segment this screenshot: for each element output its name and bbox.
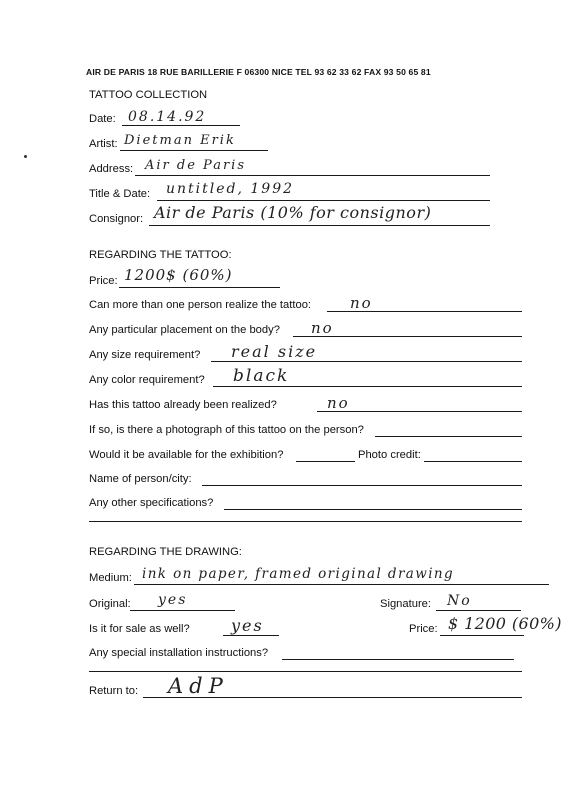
installation-label: Any special installation instructions?	[89, 647, 269, 659]
size-label: Any size requirement?	[89, 349, 201, 361]
tattoo-price-line	[119, 287, 280, 288]
more-than-one-label: Can more than one person realize the tattoo:	[89, 299, 312, 311]
drawing-price-line	[440, 635, 524, 636]
for-sale-label: Is it for sale as well?	[89, 623, 190, 635]
photograph-label: If so, is there a photograph of this tattoo on the person?	[89, 424, 364, 436]
for-sale-value[interactable]: yes	[231, 616, 264, 635]
photo-credit-label: Photo credit:	[358, 449, 421, 461]
gallery-header: AIR DE PARIS 18 RUE BARILLERIE F 06300 NICE TEL 93 62 33 62 FAX 93 50 65 81	[86, 67, 431, 77]
artist-label: Artist:	[89, 138, 118, 150]
title-date-line	[157, 200, 490, 201]
signature-value[interactable]: No	[447, 593, 472, 609]
date-line	[122, 125, 240, 126]
consignor-label: Consignor:	[89, 213, 144, 225]
address-line	[135, 175, 490, 176]
address-label: Address:	[89, 163, 134, 175]
title-date-label: Title & Date:	[89, 188, 151, 200]
size-value[interactable]: real size	[231, 342, 318, 361]
photo-credit-line	[424, 461, 522, 462]
available-line	[296, 461, 355, 462]
installation-line	[282, 659, 514, 660]
title-date-value[interactable]: untitled, 1992	[166, 181, 295, 197]
original-value[interactable]: yes	[158, 592, 188, 608]
realized-label: Has this tattoo already been realized?	[89, 399, 277, 411]
color-line	[213, 386, 522, 387]
drawing-price-label: Price:	[409, 623, 438, 635]
available-label: Would it be available for the exhibition?	[89, 449, 284, 461]
for-sale-line	[223, 635, 279, 636]
name-city-label: Name of person/city:	[89, 473, 192, 485]
return-to-value[interactable]: AdP	[168, 674, 229, 698]
placement-label: Any particular placement on the body?	[89, 324, 280, 336]
artist-value[interactable]: Dietman Erik	[124, 133, 236, 148]
tattoo-price-label: Price:	[89, 275, 118, 287]
consignor-line	[149, 225, 490, 226]
drawing-heading: REGARDING THE DRAWING:	[89, 546, 242, 558]
more-than-one-value[interactable]: no	[350, 294, 373, 312]
medium-value[interactable]: ink on paper, framed original drawing	[142, 566, 455, 582]
placement-value[interactable]: no	[311, 319, 334, 337]
installation-line-2	[89, 671, 522, 672]
date-label: Date:	[89, 113, 116, 125]
realized-value[interactable]: no	[327, 394, 350, 412]
signature-label: Signature:	[380, 598, 431, 610]
signature-line	[436, 610, 521, 611]
address-value[interactable]: Air de Paris	[145, 158, 246, 173]
consignor-value[interactable]: Air de Paris (10% for consignor)	[154, 203, 432, 222]
form-title: TATTOO COLLECTION	[89, 89, 208, 101]
tattoo-price-value[interactable]: 1200$ (60%)	[124, 266, 233, 284]
tattoo-heading: REGARDING THE TATTOO:	[89, 249, 232, 261]
color-value[interactable]: black	[233, 366, 290, 386]
color-label: Any color requirement?	[89, 374, 205, 386]
original-label: Original:	[89, 598, 131, 610]
other-specs-line-2	[89, 521, 522, 522]
original-line	[130, 610, 235, 611]
medium-line	[134, 584, 549, 585]
medium-label: Medium:	[89, 572, 132, 584]
size-line	[211, 361, 522, 362]
artist-line	[120, 150, 268, 151]
stray-mark	[24, 155, 27, 158]
drawing-price-value[interactable]: $ 1200 (60%)	[448, 614, 562, 633]
other-specs-label: Any other specifications?	[89, 497, 214, 509]
other-specs-line	[224, 509, 522, 510]
return-to-label: Return to:	[89, 685, 139, 697]
photograph-line	[375, 436, 522, 437]
date-value[interactable]: 08.14.92	[128, 109, 207, 125]
name-city-line	[202, 485, 522, 486]
